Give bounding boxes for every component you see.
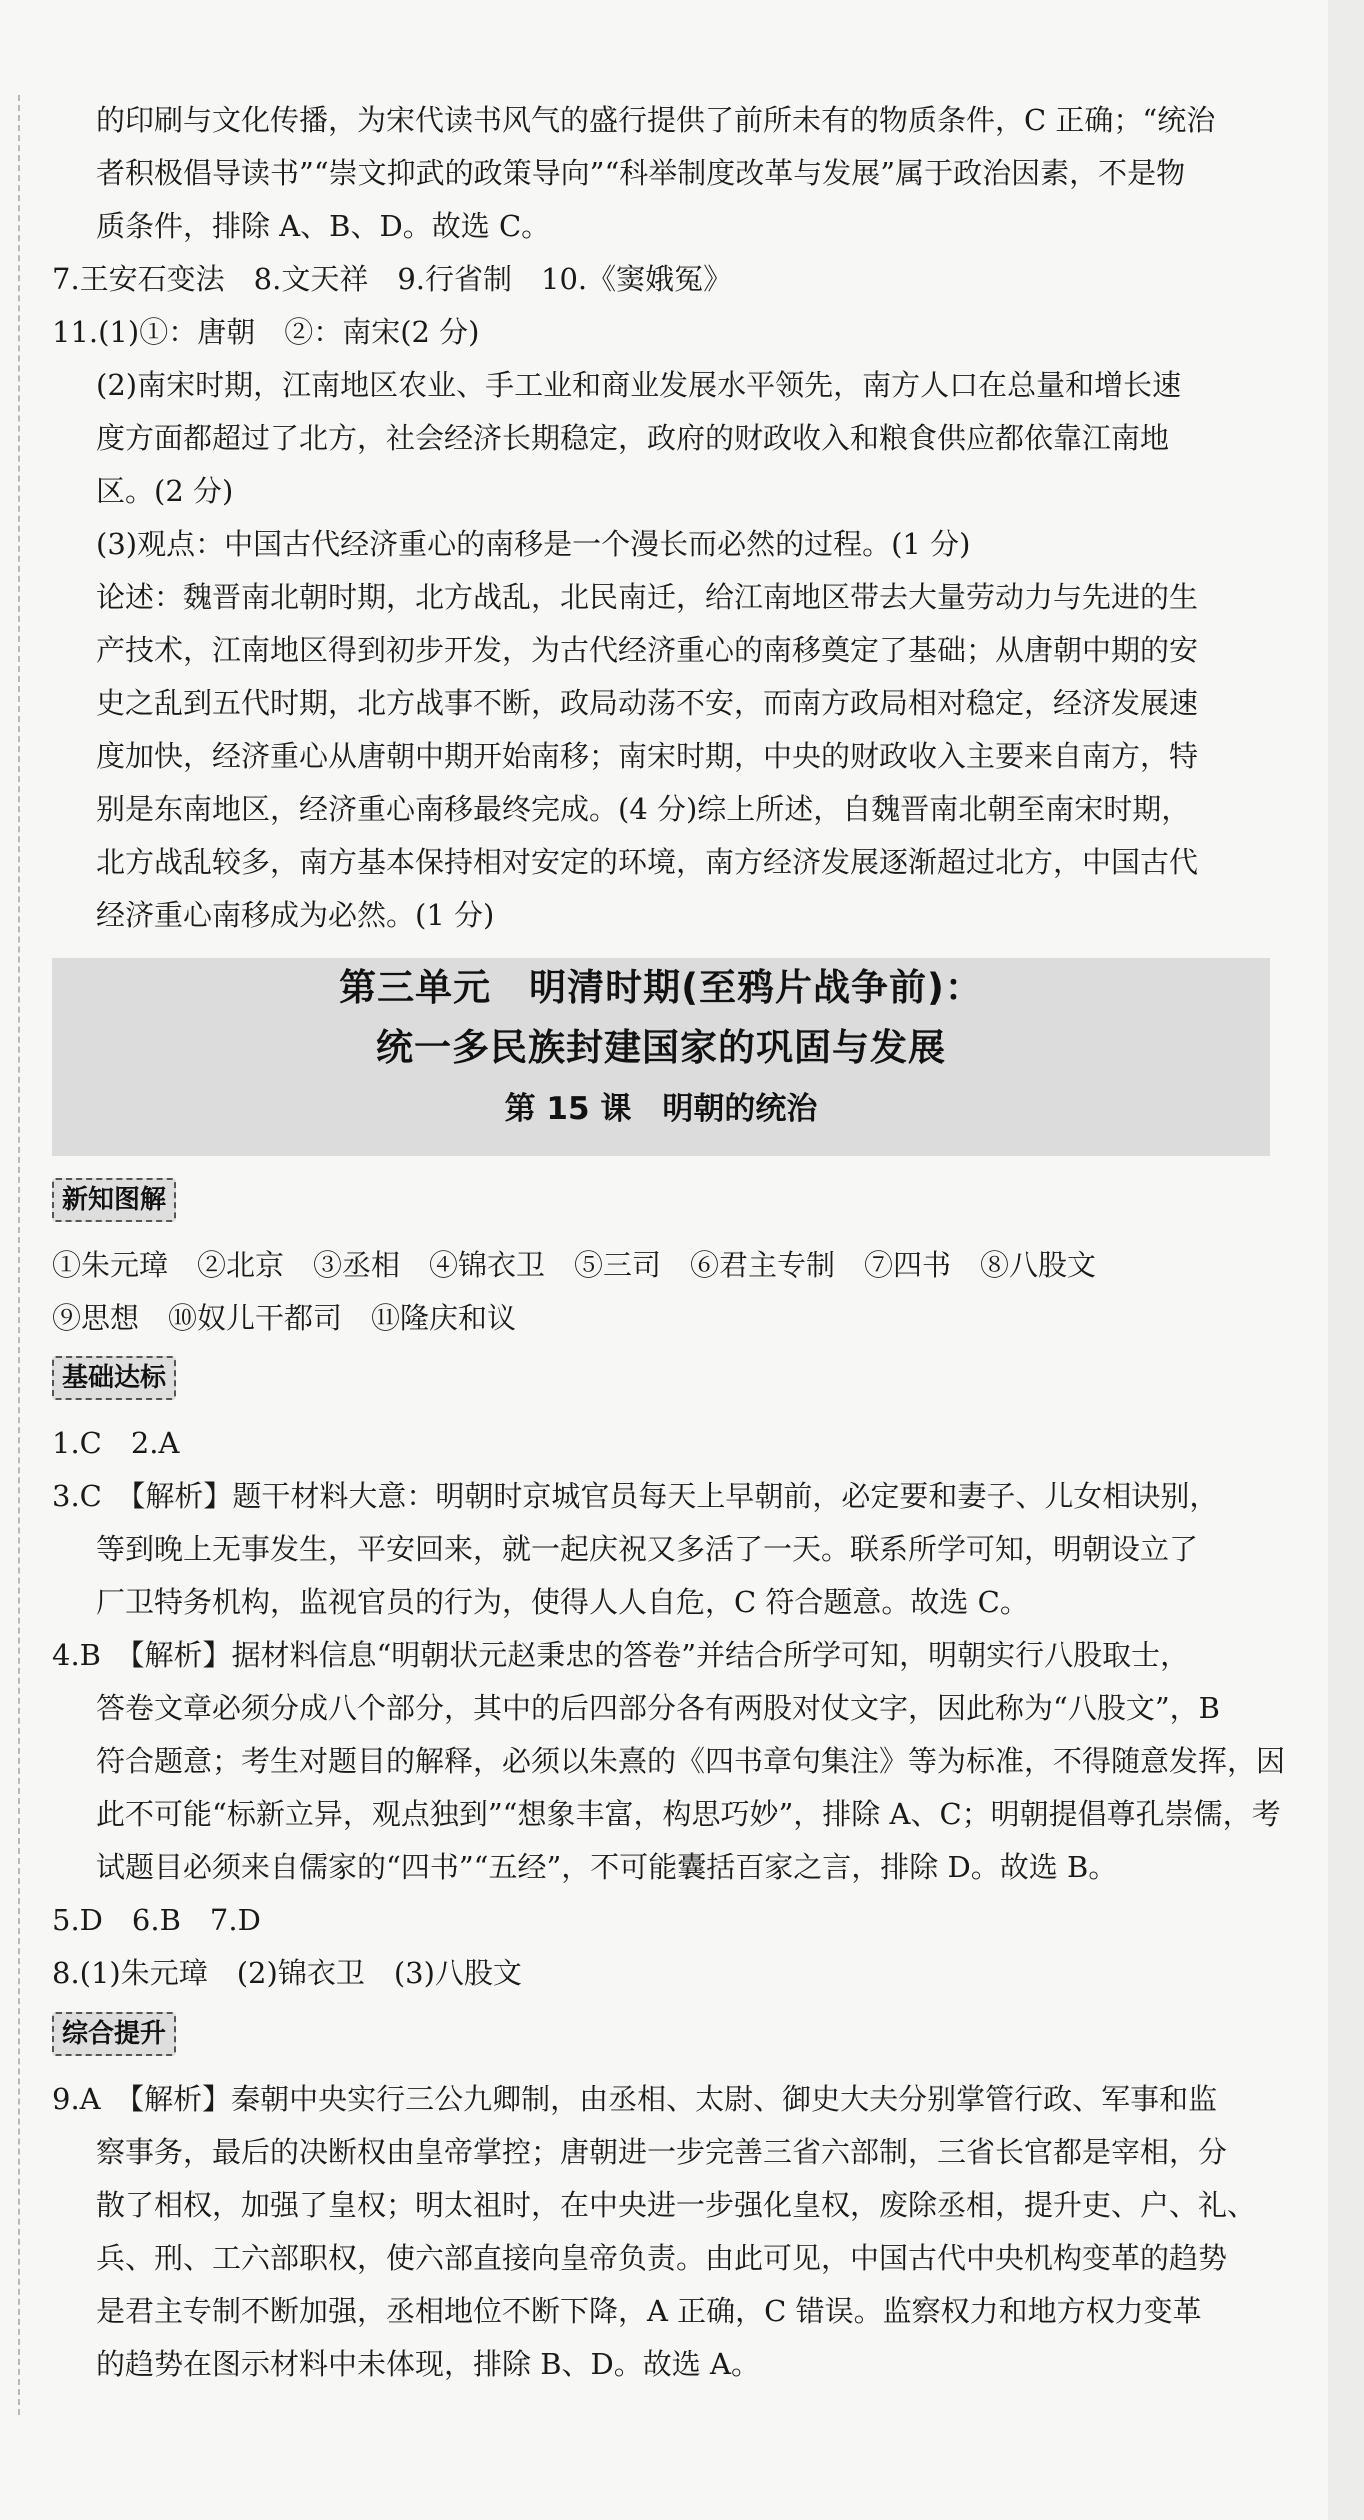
text-line: 兵、刑、工六部职权，使六部直接向皇帝负责。由此可见，中国古代中央机构变革的趋势 <box>96 2241 1228 2275</box>
text-line: 史之乱到五代时期，北方战事不断，政局动荡不安，而南方政局相对稳定，经济发展速 <box>96 686 1199 720</box>
text-line: 察事务，最后的决断权由皇帝掌控；唐朝进一步完善三省六部制，三省长官都是宰相，分 <box>96 2135 1228 2169</box>
answers-7-10: 7.王安石变法 8.文天祥 9.行省制 10.《窦娥冤》 <box>52 262 733 296</box>
text-line: 者积极倡导读书”“崇文抑武的政策导向”“科举制度改革与发展”属于政治因素，不是物 <box>96 156 1186 190</box>
text-line: ⑨思想 ⑩奴儿干都司 ⑪隆庆和议 <box>52 1301 517 1335</box>
text-line: 论述：魏晋南北朝时期，北方战乱，北民南迁，给江南地区带去大量劳动力与先进的生 <box>96 580 1199 614</box>
text-line: 别是东南地区，经济重心南移最终完成。(4 分)综上所述，自魏晋南北朝至南宋时期， <box>96 792 1191 826</box>
text-line: 答卷文章必须分成八个部分，其中的后四部分各有两股对仗文字，因此称为“八股文”，B <box>96 1691 1220 1725</box>
q4-line: 4.B 【解析】据材料信息“明朝状元赵秉忠的答卷”并结合所学可知，明朝实行八股取士， <box>52 1638 1190 1672</box>
lesson-title: 第 15 课 明朝的统治 <box>504 1091 818 1127</box>
answers-1-2: 1.C 2.A <box>52 1426 180 1460</box>
text-line: ①朱元璋 ②北京 ③丞相 ④锦衣卫 ⑤三司 ⑥君主专制 ⑦四书 ⑧八股文 <box>52 1248 1097 1282</box>
binding-dashed-line <box>18 95 20 2415</box>
text-line: 散了相权，加强了皇权；明太祖时，在中央进一步强化皇权，废除丞相，提升吏、户、礼、 <box>96 2188 1257 2222</box>
text-line: 度方面都超过了北方，社会经济长期稳定，政府的财政收入和粮食供应都依靠江南地 <box>96 421 1170 455</box>
text-line: 度加快，经济重心从唐朝中期开始南移；南宋时期，中央的财政收入主要来自南方，特 <box>96 739 1199 773</box>
text-line: 此不可能“标新立异，观点独到”“想象丰富，构思巧妙”，排除 A、C；明朝提倡尊孔崇儒，考 <box>96 1797 1281 1831</box>
text-line: (2)南宋时期，江南地区农业、手工业和商业发展水平领先，南方人口在总量和增长速 <box>96 368 1182 402</box>
text-line: 产技术，江南地区得到初步开发，为古代经济重心的南移奠定了基础；从唐朝中期的安 <box>96 633 1199 667</box>
q3-line: 3.C 【解析】题干材料大意：明朝时京城官员每天上早朝前，必定要和妻子、儿女相诀别， <box>52 1479 1219 1513</box>
text-line: 是君主专制不断加强，丞相地位不断下降，A 正确，C 错误。监察权力和地方权力变革 <box>96 2294 1202 2328</box>
text-line: 质条件，排除 A、B、D。故选 C。 <box>96 209 551 243</box>
text-line: 的趋势在图示材料中未体现，排除 B、D。故选 A。 <box>96 2347 760 2381</box>
text-line: 等到晚上无事发生，平安回来，就一起庆祝又多活了一天。联系所学可知，明朝设立了 <box>96 1532 1199 1566</box>
unit-title: 第三单元 明清时期(至鸦片战争前)： <box>339 966 983 1009</box>
unit-banner <box>52 958 1270 1156</box>
q8-line: 8.(1)朱元璋 (2)锦衣卫 (3)八股文 <box>52 1956 522 1990</box>
text-line: 区。(2 分) <box>96 474 234 508</box>
text-line: 的印刷与文化传播，为宋代读书风气的盛行提供了前所未有的物质条件，C 正确；“统治 <box>96 103 1216 137</box>
text-line: 经济重心南移成为必然。(1 分) <box>96 898 495 932</box>
text-line: 厂卫特务机构，监视官员的行为，使得人人自危，C 符合题意。故选 C。 <box>96 1585 1029 1619</box>
answers-5-7: 5.D 6.B 7.D <box>52 1903 261 1937</box>
text-line: 符合题意；考生对题目的解释，必须以朱熹的《四书章句集注》等为标准，不得随意发挥，因 <box>96 1744 1286 1778</box>
section-tag-xinzhi: 新知图解 <box>52 1178 176 1222</box>
section-tag-zonghe: 综合提升 <box>52 2012 176 2056</box>
q11-part3: (3)观点：中国古代经济重心的南移是一个漫长而必然的过程。(1 分) <box>96 527 971 561</box>
text-line: 试题目必须来自儒家的“四书”“五经”，不可能囊括百家之言，排除 D。故选 B。 <box>96 1850 1118 1884</box>
unit-subtitle: 统一多民族封建国家的巩固与发展 <box>376 1026 946 1069</box>
text-line: 北方战乱较多，南方基本保持相对安定的环境，南方经济发展逐渐超过北方，中国古代 <box>96 845 1199 879</box>
q9-line: 9.A 【解析】秦朝中央实行三公九卿制，由丞相、太尉、御史大夫分别掌管行政、军事和监 <box>52 2082 1218 2116</box>
section-tag-jichu: 基础达标 <box>52 1356 176 1400</box>
q11-part1: 11.(1)①：唐朝 ②：南宋(2 分) <box>52 315 480 349</box>
